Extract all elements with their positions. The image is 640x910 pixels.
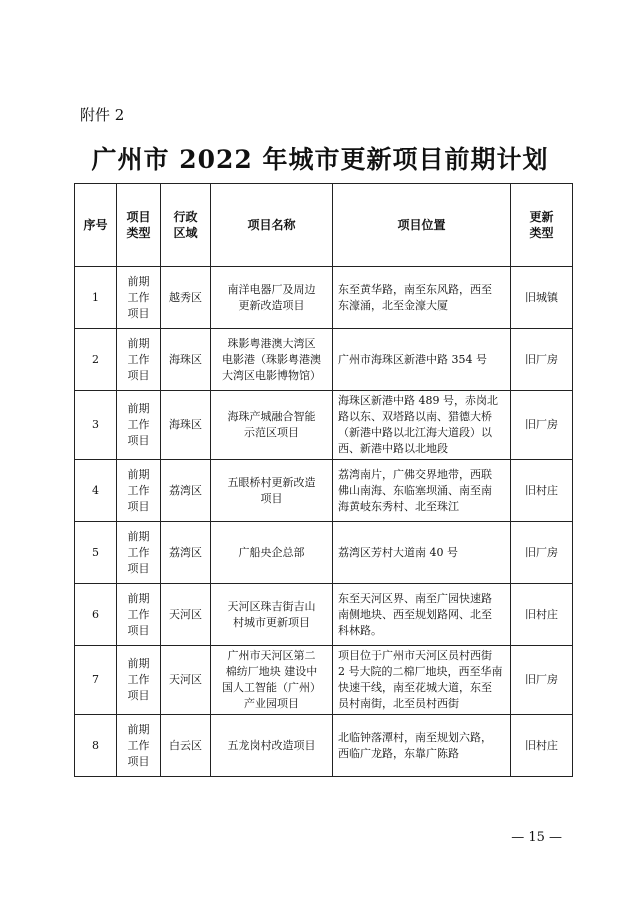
cell-renewal-type: 旧厂房 <box>511 329 573 391</box>
cell-location: 项目位于广州市天河区员村西街 2 号大院的二棉厂地块，西至华南 快速干线，南至花城大道，东至 员村南街，北至员村西街 <box>333 646 511 715</box>
cell-index: 7 <box>75 646 117 715</box>
cell-renewal-type: 旧村庄 <box>511 460 573 522</box>
cell-project-name: 五龙岗村改造项目 <box>211 715 333 777</box>
table-row <box>75 267 573 329</box>
project-plan-table <box>74 183 573 777</box>
cell-renewal-type: 旧厂房 <box>511 391 573 460</box>
cell-index: 1 <box>75 267 117 329</box>
cell-renewal-type: 旧村庄 <box>511 584 573 646</box>
cell-index: 5 <box>75 522 117 584</box>
cell-district: 越秀区 <box>161 267 211 329</box>
table-row <box>75 715 573 777</box>
table-row <box>75 646 573 715</box>
table-row <box>75 460 573 522</box>
cell-project-type: 前期 工作 项目 <box>117 715 161 777</box>
cell-index: 8 <box>75 715 117 777</box>
cell-district: 荔湾区 <box>161 522 211 584</box>
table-row <box>75 522 573 584</box>
cell-district: 白云区 <box>161 715 211 777</box>
cell-location: 荔湾南片，广佛交界地带，西联 佛山南海、东临塞坝涌、南至南 海黄岐东秀村、北至珠江 <box>333 460 511 522</box>
cell-project-name: 广船央企总部 <box>211 522 333 584</box>
table-header-row <box>75 184 573 267</box>
cell-location: 东至黄华路，南至东风路，西至 东濠涌，北至金濠大厦 <box>333 267 511 329</box>
cell-index: 6 <box>75 584 117 646</box>
cell-district: 海珠区 <box>161 329 211 391</box>
table-row <box>75 329 573 391</box>
cell-project-type: 前期 工作 项目 <box>117 391 161 460</box>
cell-renewal-type: 旧村庄 <box>511 715 573 777</box>
cell-district: 荔湾区 <box>161 460 211 522</box>
header-project-name: 项目名称 <box>211 184 333 267</box>
cell-location: 广州市海珠区新港中路 354 号 <box>333 329 511 391</box>
cell-project-name: 广州市天河区第二 棉纺厂地块 建设中 国人工智能（广州） 产业园项目 <box>211 646 333 715</box>
header-location: 项目位置 <box>333 184 511 267</box>
document-title: 广州市 2022 年城市更新项目前期计划 <box>91 145 549 174</box>
cell-renewal-type: 旧厂房 <box>511 522 573 584</box>
cell-renewal-type: 旧城镇 <box>511 267 573 329</box>
cell-project-name: 南洋电器厂及周边 更新改造项目 <box>211 267 333 329</box>
header-project-type: 项目 类型 <box>117 184 161 267</box>
cell-location: 海珠区新港中路 489 号，赤岗北 路以东、双塔路以南、猎德大桥 （新港中路以北江海大道段）以 西、新港中路以北地段 <box>333 391 511 460</box>
cell-project-type: 前期 工作 项目 <box>117 584 161 646</box>
cell-project-type: 前期 工作 项目 <box>117 267 161 329</box>
header-index: 序号 <box>75 184 117 267</box>
cell-project-name: 天河区珠吉街吉山 村城市更新项目 <box>211 584 333 646</box>
cell-project-name: 五眼桥村更新改造 项目 <box>211 460 333 522</box>
cell-index: 4 <box>75 460 117 522</box>
cell-location: 荔湾区芳村大道南 40 号 <box>333 522 511 584</box>
cell-index: 3 <box>75 391 117 460</box>
cell-district: 天河区 <box>161 584 211 646</box>
cell-project-type: 前期 工作 项目 <box>117 329 161 391</box>
cell-project-type: 前期 工作 项目 <box>117 460 161 522</box>
cell-project-name: 珠影粤港澳大湾区 电影港（珠影粤港澳 大湾区电影博物馆） <box>211 329 333 391</box>
header-district: 行政 区域 <box>161 184 211 267</box>
cell-project-type: 前期 工作 项目 <box>117 646 161 715</box>
cell-district: 海珠区 <box>161 391 211 460</box>
cell-location: 东至天河区界、南至广园快速路 南侧地块、西至规划路网、北至 科林路。 <box>333 584 511 646</box>
page-number: — 15 — <box>511 830 562 845</box>
table-row <box>75 391 573 460</box>
attachment-label: 附件 2 <box>80 106 125 124</box>
cell-renewal-type: 旧厂房 <box>511 646 573 715</box>
cell-district: 天河区 <box>161 646 211 715</box>
cell-location: 北临钟落潭村，南至规划六路， 西临广龙路，东靠广陈路 <box>333 715 511 777</box>
cell-project-name: 海珠产城融合智能 示范区项目 <box>211 391 333 460</box>
header-renewal-type: 更新 类型 <box>511 184 573 267</box>
cell-project-type: 前期 工作 项目 <box>117 522 161 584</box>
cell-index: 2 <box>75 329 117 391</box>
table-row <box>75 584 573 646</box>
